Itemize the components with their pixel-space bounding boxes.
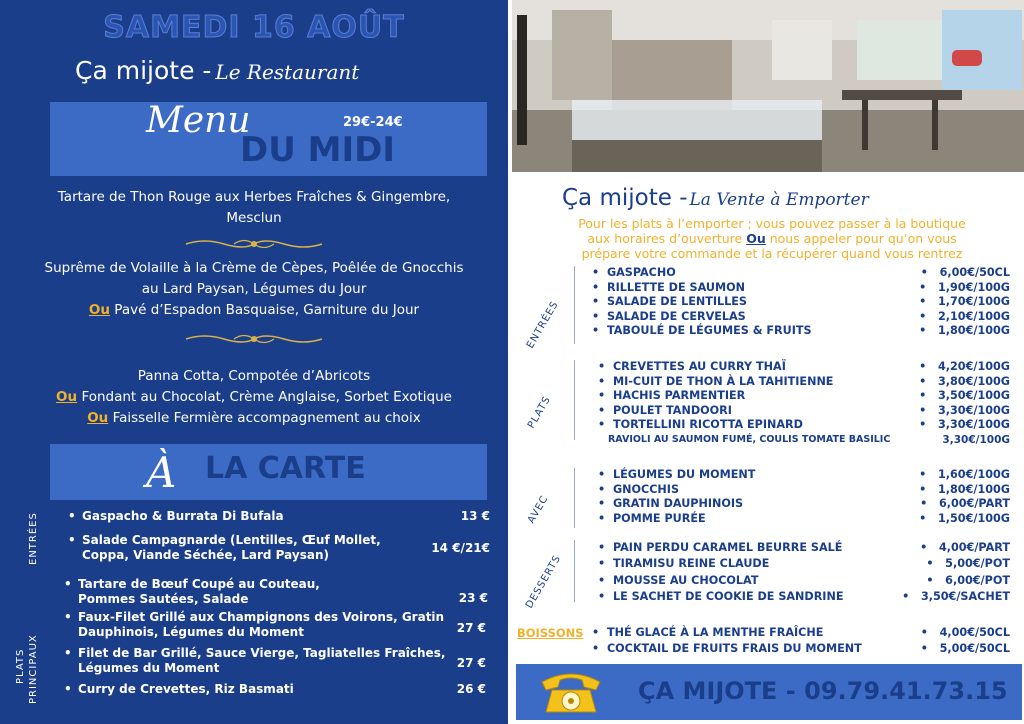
dessert-alt-line (0, 408, 508, 429)
phone-number: ÇA MIJOTE - 09.79.41.73.15 (638, 677, 1008, 705)
avec-prices: • 1,60€/100G • 1,80€/100G • 6,00€/PART • 1,50€/100G (919, 468, 1010, 525)
dessert-line: Panna Cotta, Compotée d’Abricots (137, 368, 371, 384)
carte-script-a: À (146, 448, 177, 497)
or-word: Ou (88, 302, 110, 318)
or-word: Ou (87, 410, 109, 426)
ornament-divider-icon (184, 331, 324, 347)
carte-title: LA CARTE (205, 451, 366, 486)
dessert-alt: Fondant au Chocolat, Crème Anglaise, Sorbet Exotique (81, 389, 452, 405)
shop-photo (512, 0, 1024, 172)
bullet-icon: • (64, 646, 72, 660)
ornament-divider-icon (184, 236, 324, 252)
section-boissons-label: BOISSONS (517, 626, 584, 640)
menu-starter (0, 187, 508, 229)
section-bracket (574, 266, 575, 344)
bullet-icon: • (64, 682, 72, 696)
date-title: SAMEDI 16 AOÛT (103, 10, 405, 45)
section-desserts-label: DESSERTS (524, 553, 564, 611)
carte-item: • Curry de Crevettes, Riz Basmati (64, 682, 294, 696)
boissons-prices: • 4,00€/50CL • 5,00€/50CL (920, 626, 1010, 655)
menu-script-word: Menu (146, 100, 251, 141)
carte-item: • Faux-Filet Grillé aux Champignons des Voirons, Gratin Dauphinois, Légumes du Moment (64, 610, 445, 639)
plats-list: • CREVETTES AU CURRY THAÏ • MI-CUIT DE THON À LA TAHITIENNE • HACHIS PARMENTIER • POULET TANDOORI • TORTELLINI RICOTTA EPINARD RAVIOLI AU SAUMON FUMÉ, COULIS TOMATE BASILIC (598, 360, 891, 445)
menu-dessert (0, 366, 508, 429)
dessert-alt-line (0, 387, 508, 408)
desserts-prices: • 4,00€/PART • 5,00€/POT • 6,00€/POT • 3,50€/SACHET (902, 541, 1010, 604)
brand-name: Ça mijote - (75, 56, 212, 85)
takeaway-intro: Pour les plats à l’emporter ; vous pouvez passer à la boutique aux horaires d’ouverture Ou nous appeler pour qu’on vous prépare votre commande et la récupérer quand vous rentrez (578, 216, 966, 261)
section-bracket (574, 360, 575, 440)
brand-script: La Vente à Emporter (689, 190, 869, 210)
carte-item: • Salade Campagnarde (Lentilles, Œuf Mollet, Coppa, Viande Séchée, Lard Paysan) (68, 533, 381, 562)
carte-item: • Tartare de Bœuf Coupé au Couteau, Pommes Sautées, Salade (64, 577, 320, 606)
carte-plats-label: PRINCIPAUX (28, 634, 39, 704)
dessert-alt: Faisselle Fermière accompagnement au choix (112, 410, 421, 426)
bullet-icon: • (68, 509, 76, 523)
shop-interior-image (512, 0, 1024, 172)
section-bracket (574, 540, 575, 602)
brand-script: Le Restaurant (215, 60, 360, 84)
carte-price: 26 € (456, 682, 486, 696)
carte-price: 27 € (456, 621, 486, 635)
entrees-prices: • 6,00€/50CL • 1,90€/100G • 1,70€/100G • 2,10€/100G • 1,80€/100G (919, 266, 1010, 338)
carte-plats-label: PLATS (15, 648, 26, 684)
restaurant-menu-panel (0, 0, 508, 724)
menu-price: 29€-24€ (343, 115, 403, 130)
restaurant-brand (75, 56, 359, 85)
bullet-icon: • (68, 533, 76, 547)
bullet-icon: • (64, 610, 72, 624)
boissons-list: • THÉ GLACÉ À LA MENTHE FRAÎCHE • COCKTAIL DE FRUITS FRAIS DU MOMENT (592, 626, 862, 655)
takeaway-panel (512, 0, 1024, 724)
carte-item: • Filet de Bar Grillé, Sauce Vierge, Tagliatelles Fraîches, Légumes du Moment (64, 646, 446, 675)
section-bracket (574, 468, 575, 528)
starter-line: Tartare de Thon Rouge aux Herbes Fraîches & Gingembre, (57, 189, 451, 205)
starter-line: Mesclun (226, 210, 282, 226)
menu-title: DU MIDI (240, 130, 396, 170)
carte-entrees-label: ENTRÉES (28, 512, 39, 565)
telephone-icon (538, 668, 604, 716)
desserts-list: • PAIN PERDU CARAMEL BEURRE SALÉ • TIRAMISU REINE CLAUDE • MOUSSE AU CHOCOLAT • LE SACHET DE COOKIE DE SANDRINE (598, 541, 844, 604)
main-alt-line (0, 300, 508, 321)
section-plats-label: PLATS (526, 394, 554, 431)
section-avec-label: AVEC (526, 493, 551, 526)
plats-prices: • 4,20€/100G • 3,80€/100G • 3,50€/100G • 3,30€/100G • 3,30€/100G 3,30€/100G (919, 360, 1010, 446)
main-alt: Pavé d’Espadon Basquaise, Garniture du Jour (114, 302, 420, 318)
carte-item: • Gaspacho & Burrata Di Bufala (68, 509, 284, 523)
bullet-icon: • (64, 577, 72, 591)
menu-main (0, 258, 508, 321)
carte-price: 13 € (460, 509, 490, 523)
brand-name: Ça mijote - (562, 185, 688, 211)
avec-list: • LÉGUMES DU MOMENT • GNOCCHIS • GRATIN DAUPHINOIS • POMME PURÉE (598, 468, 756, 525)
main-line: Suprême de Volaille à la Crème de Cèpes, Poêlée de Gnocchis (44, 260, 464, 276)
section-entrees-label: ENTRÉES (525, 299, 561, 351)
takeaway-brand (562, 185, 869, 211)
carte-price: 14 €/21€ (431, 541, 490, 555)
entrees-list: • GASPACHO • RILLETTE DE SAUMON • SALADE DE LENTILLES • SALADE DE CERVELAS • TABOULÉ DE LÉGUMES & FRUITS (592, 266, 812, 338)
carte-price: 23 € (458, 591, 488, 605)
main-line: au Lard Paysan, Légumes du Jour (141, 281, 367, 297)
or-word: Ou (56, 389, 78, 405)
carte-price: 27 € (456, 656, 486, 670)
